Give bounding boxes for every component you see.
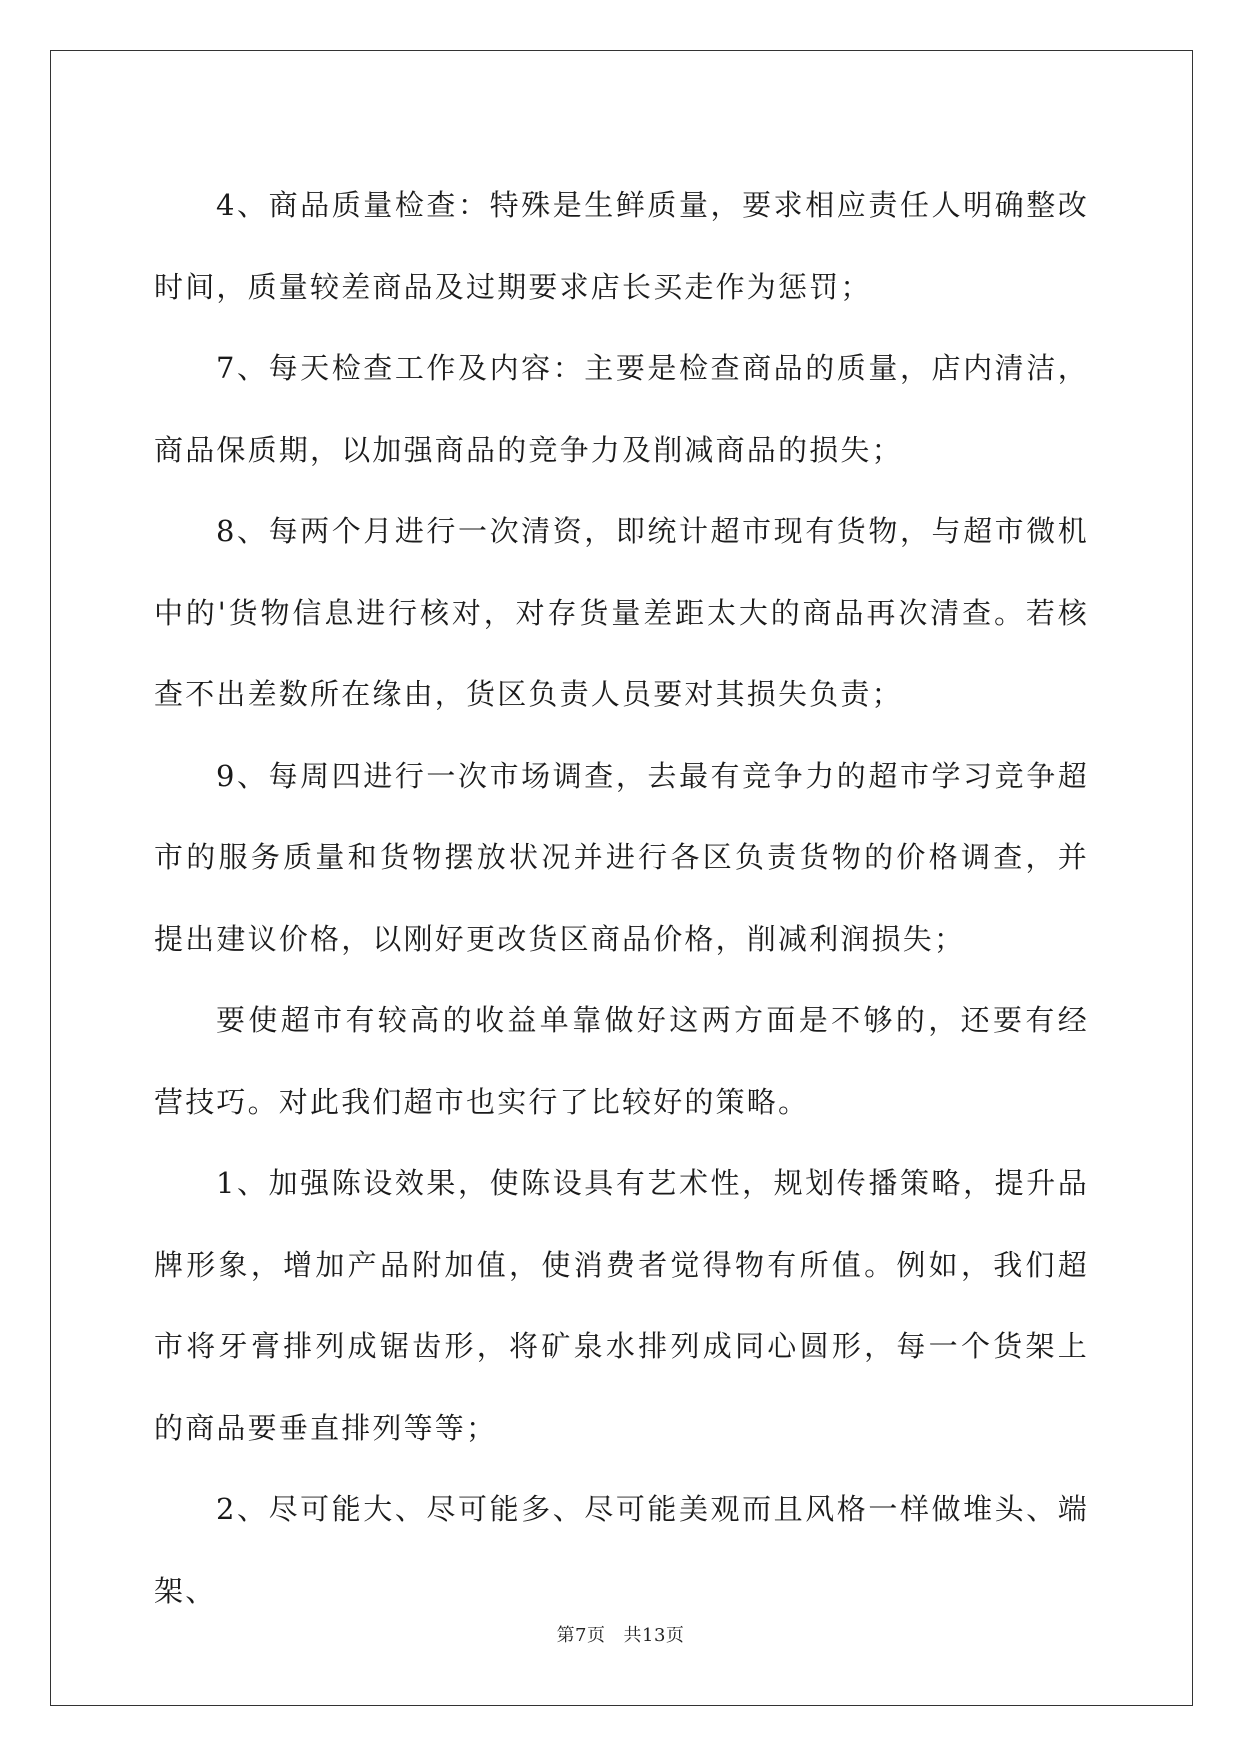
paragraph-strategy-2: 2、尽可能大、尽可能多、尽可能美观而且风格一样做堆头、端架、 — [154, 1492, 1089, 1608]
page-footer — [0, 1621, 1241, 1647]
paragraph-item-9: 9、每周四进行一次市场调查，去最有竞争力的超市学习竞争超市的服务质量和货物摆放状况并进行各区负责货物的价格调查，并提出建议价格，以刚好更改货区商品价格，削减利润损失； — [154, 758, 1089, 956]
paragraph-item-4: 4、商品质量检查：特殊是生鲜质量，要求相应责任人明确整改时间，质量较差商品及过期要求店长买走作为惩罚； — [154, 188, 1089, 304]
paragraph-item-7: 7、每天检查工作及内容：主要是检查商品的质量，店内清洁，商品保质期，以加强商品的竞争力及削减商品的损失； — [154, 351, 1089, 467]
page-total: 共13页 — [623, 1625, 685, 1646]
paragraph-strategy-1: 1、加强陈设效果，使陈设具有艺术性，规划传播策略，提升品牌形象，增加产品附加值，使消费者觉得物有所值。例如，我们超市将牙膏排列成锯齿形，将矿泉水排列成同心圆形，每一个货架上的商品要垂直排列等等； — [154, 1166, 1089, 1445]
document-body — [154, 165, 1089, 1632]
paragraph-strategy-intro: 要使超市有较高的收益单靠做好这两方面是不够的，还要有经营技巧。对此我们超市也实行了比较好的策略。 — [154, 1003, 1089, 1119]
paragraph-item-8: 8、每两个月进行一次清资，即统计超市现有货物，与超市微机中的'货物信息进行核对，对存货量差距太大的商品再次清查。若核查不出差数所在缘由，货区负责人员要对其损失负责； — [154, 514, 1089, 711]
page-number: 第7页 — [556, 1625, 606, 1646]
